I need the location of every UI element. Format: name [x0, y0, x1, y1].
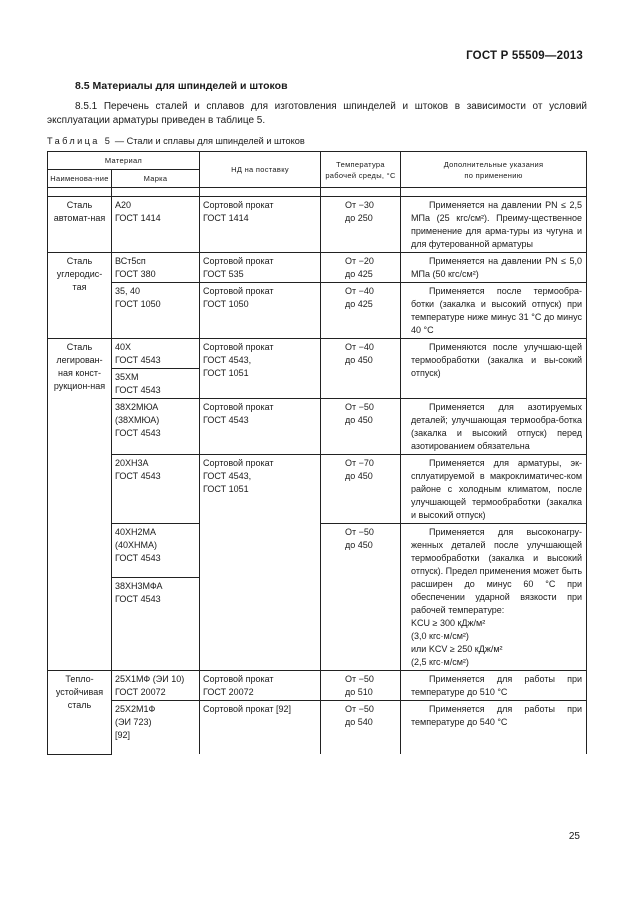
cell-note-text: Применяется для высоконагру-женных деталей после улучшающей термообработки (закалка и высокий отпуск). Предел применения может быть расширен до минус 60 °С при обеспечении ударной вязкости при рабочей температуре: KCU ≥ 300 кДж/м² (3,0 кгс·м/см²) или KCV ≥ 250 кДж/м² (2,5 кгс·м/см²): [411, 527, 583, 667]
cell-note: [401, 197, 587, 253]
cell-note-text: Применяются после улучшаю-щей термообработки (закалка и вы-сокий отпуск): [411, 342, 583, 378]
cell-grade: 40Х ГОСТ 4543: [112, 339, 200, 369]
header-nd: НД на поставку: [200, 152, 321, 188]
table-row: [48, 701, 587, 755]
header-row: [48, 152, 587, 170]
cell-temp: От −20 до 425: [321, 253, 401, 283]
cell-name: Сталь автомат-ная: [48, 197, 112, 253]
cell-note-text: Применяется для работы при температуре до 510 °С: [411, 674, 583, 697]
cell-note: [401, 671, 587, 701]
page-number: 25: [568, 831, 580, 842]
cell-note: [401, 253, 587, 283]
cell-temp: От −70 до 450: [321, 455, 401, 524]
cell-note-text: Применяется для азотируемых деталей; улучшающая термообра-ботка (закалка и высокий отпуск) перед азотированием обязательна: [411, 402, 583, 451]
cell-name: Сталь легирован-ная конст-рукцион-ная: [48, 339, 112, 671]
cell-nd: Сортовой прокат ГОСТ 20072: [200, 671, 321, 701]
cell-grade: 25Х1МФ (ЭИ 10) ГОСТ 20072: [112, 671, 200, 701]
table-row: [48, 455, 587, 524]
cell-temp: От −50 до 450: [321, 399, 401, 455]
cell-nd: Сортовой прокат ГОСТ 535: [200, 253, 321, 283]
cell-note-text: Применяется на давлении PN ≤ 5,0 МПа (50 кгс/см²): [411, 256, 583, 279]
cell-temp: От −30 до 250: [321, 197, 401, 253]
cell-temp: От −50 до 450: [321, 524, 401, 671]
table-row: [48, 197, 587, 253]
cell-temp: От −50 до 510: [321, 671, 401, 701]
cell-note: [401, 524, 587, 671]
cell-note-text: Применяется для работы при температуре до 540 °С: [411, 704, 583, 727]
header-temp: Температура рабочей среды, °С: [321, 152, 401, 188]
cell-nd: Сортовой прокат [92]: [200, 701, 321, 755]
header-material: Материал: [48, 152, 200, 170]
section-title: 8.5 Материалы для шпинделей и штоков: [75, 80, 288, 92]
cell-grade: А20 ГОСТ 1414: [112, 197, 200, 253]
paragraph: 8.5.1 Перечень сталей и сплавов для изготовления шпинделей и штоков в зависимости от условий эксплуатации арматуры приведен в таблице 5.: [47, 101, 587, 126]
table-caption-text: — Стали и сплавы для шпинделей и штоков: [112, 136, 305, 146]
table-caption: [47, 136, 305, 146]
cell-temp: От −50 до 540: [321, 701, 401, 755]
cell-grade: 35ХМ ГОСТ 4543: [112, 369, 200, 399]
cell-name: Тепло-устойчивая сталь: [48, 671, 112, 755]
cell-nd: Сортовой прокат ГОСТ 4543, ГОСТ 1051: [200, 455, 321, 671]
cell-grade: 40ХН2МА (40ХНМА) ГОСТ 4543: [112, 524, 200, 578]
cell-nd: Сортовой прокат ГОСТ 4543: [200, 399, 321, 455]
cell-grade: 20ХН3А ГОСТ 4543: [112, 455, 200, 524]
cell-note: [401, 339, 587, 399]
cell-grade: ВСт5сп ГОСТ 380: [112, 253, 200, 283]
cell-note-text: Применяется для арматуры, эк-сплуатируемой в макроклиматичес-ком районе с холодным климатом, после улучшающей термообработки (закалка и высокий отпуск): [411, 458, 583, 520]
cell-note: [401, 399, 587, 455]
cell-nd: Сортовой прокат ГОСТ 4543, ГОСТ 1051: [200, 339, 321, 399]
materials-table: [47, 151, 587, 755]
cell-note: [401, 455, 587, 524]
document-code: ГОСТ Р 55509—2013: [466, 50, 583, 62]
cell-grade: 38Х2МЮА (38ХМЮА) ГОСТ 4543: [112, 399, 200, 455]
cell-grade: 25Х2М1Ф (ЭИ 723) [92]: [112, 701, 200, 755]
spacer-cell: [200, 188, 321, 197]
cell-note-text: Применяется после термообра-ботки (закалка и высокий отпуск) при температуре ниже минус 31 °С до минус 40 °С: [411, 286, 583, 335]
header-name: Наименова-ние: [48, 170, 112, 188]
table-row: [48, 339, 587, 369]
table-row: [48, 253, 587, 283]
table-row: [48, 671, 587, 701]
cell-nd: Сортовой прокат ГОСТ 1050: [200, 283, 321, 339]
cell-name: Сталь углеродис-тая: [48, 253, 112, 339]
spacer-cell: [321, 188, 401, 197]
table-row: [48, 283, 587, 339]
cell-note: [401, 701, 587, 755]
spacer-row: [48, 188, 587, 197]
cell-temp: От −40 до 425: [321, 283, 401, 339]
table-row: [48, 399, 587, 455]
cell-note-text: Применяется на давлении PN ≤ 2,5 МПа (25 кгс/см²). Преиму-щественное применение для арма-туры из чугуна и для футерованной арматуры: [411, 200, 583, 249]
cell-temp: От −40 до 450: [321, 339, 401, 399]
table-caption-prefix: Таблица 5: [47, 136, 113, 146]
cell-nd: Сортовой прокат ГОСТ 1414: [200, 197, 321, 253]
spacer-cell: [112, 188, 200, 197]
header-notes: Дополнительные указания по применению: [401, 152, 587, 188]
cell-note: [401, 283, 587, 339]
header-grade: Марка: [112, 170, 200, 188]
cell-grade: 35, 40 ГОСТ 1050: [112, 283, 200, 339]
spacer-cell: [48, 188, 112, 197]
spacer-cell: [401, 188, 587, 197]
cell-grade: 38ХН3МФА ГОСТ 4543: [112, 578, 200, 671]
